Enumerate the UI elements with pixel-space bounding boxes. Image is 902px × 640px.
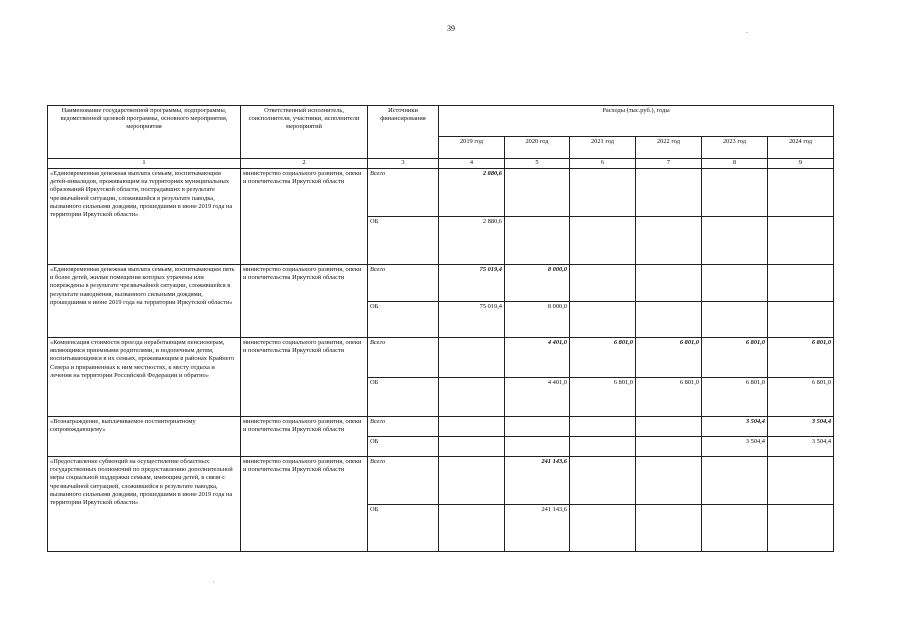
ob-value-cell	[570, 217, 636, 265]
total-value-cell	[702, 457, 768, 505]
total-value-cell: 6 801,0	[570, 338, 636, 378]
total-value-cell: 8 000,0	[505, 265, 570, 302]
total-value-cell	[439, 457, 505, 505]
total-value-cell	[768, 457, 834, 505]
total-value-cell	[636, 265, 702, 302]
ob-value-cell	[768, 217, 834, 265]
table-row-total	[48, 457, 834, 505]
ob-value-cell: 6 801,0	[636, 378, 702, 417]
responsible-executor: министерство социального развития, опеки и попечительства Иркутской области	[241, 417, 368, 457]
ob-value-cell	[636, 302, 702, 338]
total-value-cell	[702, 265, 768, 302]
total-value-cell	[570, 265, 636, 302]
stray-mark: ,	[213, 578, 215, 584]
measure-name: «Вознаграждение, выплачиваемое постинтернатному сопровождающему»	[48, 417, 241, 457]
total-value-cell	[570, 169, 636, 217]
total-value-cell: 75 019,4	[439, 265, 505, 302]
ob-value-cell	[768, 505, 834, 552]
source-ob-label: ОБ	[368, 302, 439, 338]
responsible-executor: министерство социального развития, опеки и попечительства Иркутской области	[241, 457, 368, 552]
total-value-cell: 3 504,4	[768, 417, 834, 437]
source-total-label: Всего	[368, 169, 439, 217]
budget-table	[47, 105, 834, 552]
header-year: 2019 год	[439, 137, 505, 159]
column-number: 4	[439, 159, 505, 169]
total-value-cell: 241 143,6	[505, 457, 570, 505]
ob-value-cell	[505, 217, 570, 265]
total-value-cell	[505, 169, 570, 217]
header-year: 2024 год	[768, 137, 834, 159]
ob-value-cell: 241 143,6	[505, 505, 570, 552]
total-value-cell: 3 504,4	[702, 417, 768, 437]
measure-name: «Единовременная денежная выплата семьям, воспитывающим детей-инвалидов, проживающим на территориях муниципальных образований Иркутской области, пострадавших в результате чрезвычайной ситуации, сложившейся в результате паводка, вызванного сильными дождями, прошедшими в июне 2019 года на территории Иркутской области»	[48, 169, 241, 265]
header-expenses: Расходы (тыс.руб.), годы	[439, 106, 834, 137]
ob-value-cell	[570, 437, 636, 457]
header-year: 2021 год	[570, 137, 636, 159]
column-number: 7	[636, 159, 702, 169]
ob-value-cell	[439, 437, 505, 457]
ob-value-cell: 6 801,0	[570, 378, 636, 417]
total-value-cell	[636, 169, 702, 217]
header-year: 2022 год	[636, 137, 702, 159]
total-value-cell	[636, 457, 702, 505]
table-row-total	[48, 265, 834, 302]
measure-name: «Единовременная денежная выплата семьям, воспитывающим пять и более детей, жилые помещения которых утрачены или повреждены в результате чрезвычайной ситуации, сложившейся в результате наводнения, вызванного сильными дождями, прошедшими в июне 2019 года на территории Иркутской области»	[48, 265, 241, 338]
column-number: 6	[570, 159, 636, 169]
ob-value-cell	[636, 505, 702, 552]
ob-value-cell	[702, 302, 768, 338]
total-value-cell	[768, 265, 834, 302]
header-sources: Источники финансирования	[368, 106, 439, 159]
column-number: 1	[48, 159, 241, 169]
ob-value-cell: 6 801,0	[768, 378, 834, 417]
total-value-cell	[702, 169, 768, 217]
source-ob-label: ОБ	[368, 505, 439, 552]
source-ob-label: ОБ	[368, 378, 439, 417]
ob-value-cell	[768, 302, 834, 338]
header-name: Наименование государственной программы, подпрограммы, ведомственной целевой программы, основного мероприятия, мероприятия	[48, 106, 241, 159]
total-value-cell	[570, 457, 636, 505]
ob-value-cell	[702, 217, 768, 265]
total-value-cell: 6 801,0	[636, 338, 702, 378]
ob-value-cell: 3 504,4	[768, 437, 834, 457]
stray-mark: -	[746, 30, 748, 36]
responsible-executor: министерство социального развития, опеки и попечительства Иркутской области	[241, 338, 368, 417]
column-number: 5	[505, 159, 570, 169]
column-number: 8	[702, 159, 768, 169]
total-value-cell: 6 801,0	[768, 338, 834, 378]
total-value-cell: 6 801,0	[702, 338, 768, 378]
column-number: 3	[368, 159, 439, 169]
ob-value-cell: 2 880,6	[439, 217, 505, 265]
ob-value-cell: 4 401,0	[505, 378, 570, 417]
table-row-total	[48, 417, 834, 437]
source-total-label: Всего	[368, 417, 439, 437]
total-value-cell	[505, 417, 570, 437]
ob-value-cell	[439, 505, 505, 552]
responsible-executor: министерство социального развития, опеки и попечительства Иркутской области	[241, 265, 368, 338]
header-responsible: Ответственный исполнитель, соисполнители, участники, исполнители мероприятий	[241, 106, 368, 159]
table-row-total	[48, 169, 834, 217]
total-value-cell	[439, 338, 505, 378]
measure-name: «Компенсация стоимости проезда неработающим пенсионерам, являющимся приемными родителями, и подопечным детям, воспитывающимся в их семьях, проживающим в районах Крайнего Севера и приравненных к ним местностях, к месту отдыха и лечения на территории Российской Федерации и обратно»	[48, 338, 241, 417]
ob-value-cell	[570, 302, 636, 338]
header-year: 2023 год	[702, 137, 768, 159]
ob-value-cell	[636, 437, 702, 457]
page-number: 39	[447, 24, 455, 33]
ob-value-cell	[505, 437, 570, 457]
source-total-label: Всего	[368, 265, 439, 302]
total-value-cell	[570, 417, 636, 437]
ob-value-cell: 3 504,4	[702, 437, 768, 457]
source-total-label: Всего	[368, 338, 439, 378]
column-number: 9	[768, 159, 834, 169]
total-value-cell	[439, 417, 505, 437]
measure-name: «Предоставление субвенций на осуществление областных государственных полномочий по предоставлению дополнительной меры социальной поддержки семьям, имеющим детей, в связи с чрезвычайной ситуацией, сложившейся в результате паводка, вызванного сильными дождями, прошедшими в июне 2019 года на территории Иркутской области»	[48, 457, 241, 552]
source-total-label: Всего	[368, 457, 439, 505]
responsible-executor: министерство социального развития, опеки и попечительства Иркутской области	[241, 169, 368, 265]
total-value-cell: 4 401,0	[505, 338, 570, 378]
source-ob-label: ОБ	[368, 437, 439, 457]
source-ob-label: ОБ	[368, 217, 439, 265]
table-row-total	[48, 338, 834, 378]
column-number: 2	[241, 159, 368, 169]
total-value-cell: 2 880,6	[439, 169, 505, 217]
ob-value-cell	[439, 378, 505, 417]
ob-value-cell: 75 019,4	[439, 302, 505, 338]
ob-value-cell	[636, 217, 702, 265]
ob-value-cell	[702, 505, 768, 552]
ob-value-cell: 8 000,0	[505, 302, 570, 338]
ob-value-cell: 6 801,0	[702, 378, 768, 417]
total-value-cell	[636, 417, 702, 437]
ob-value-cell	[570, 505, 636, 552]
header-year: 2020 год	[505, 137, 570, 159]
total-value-cell	[768, 169, 834, 217]
